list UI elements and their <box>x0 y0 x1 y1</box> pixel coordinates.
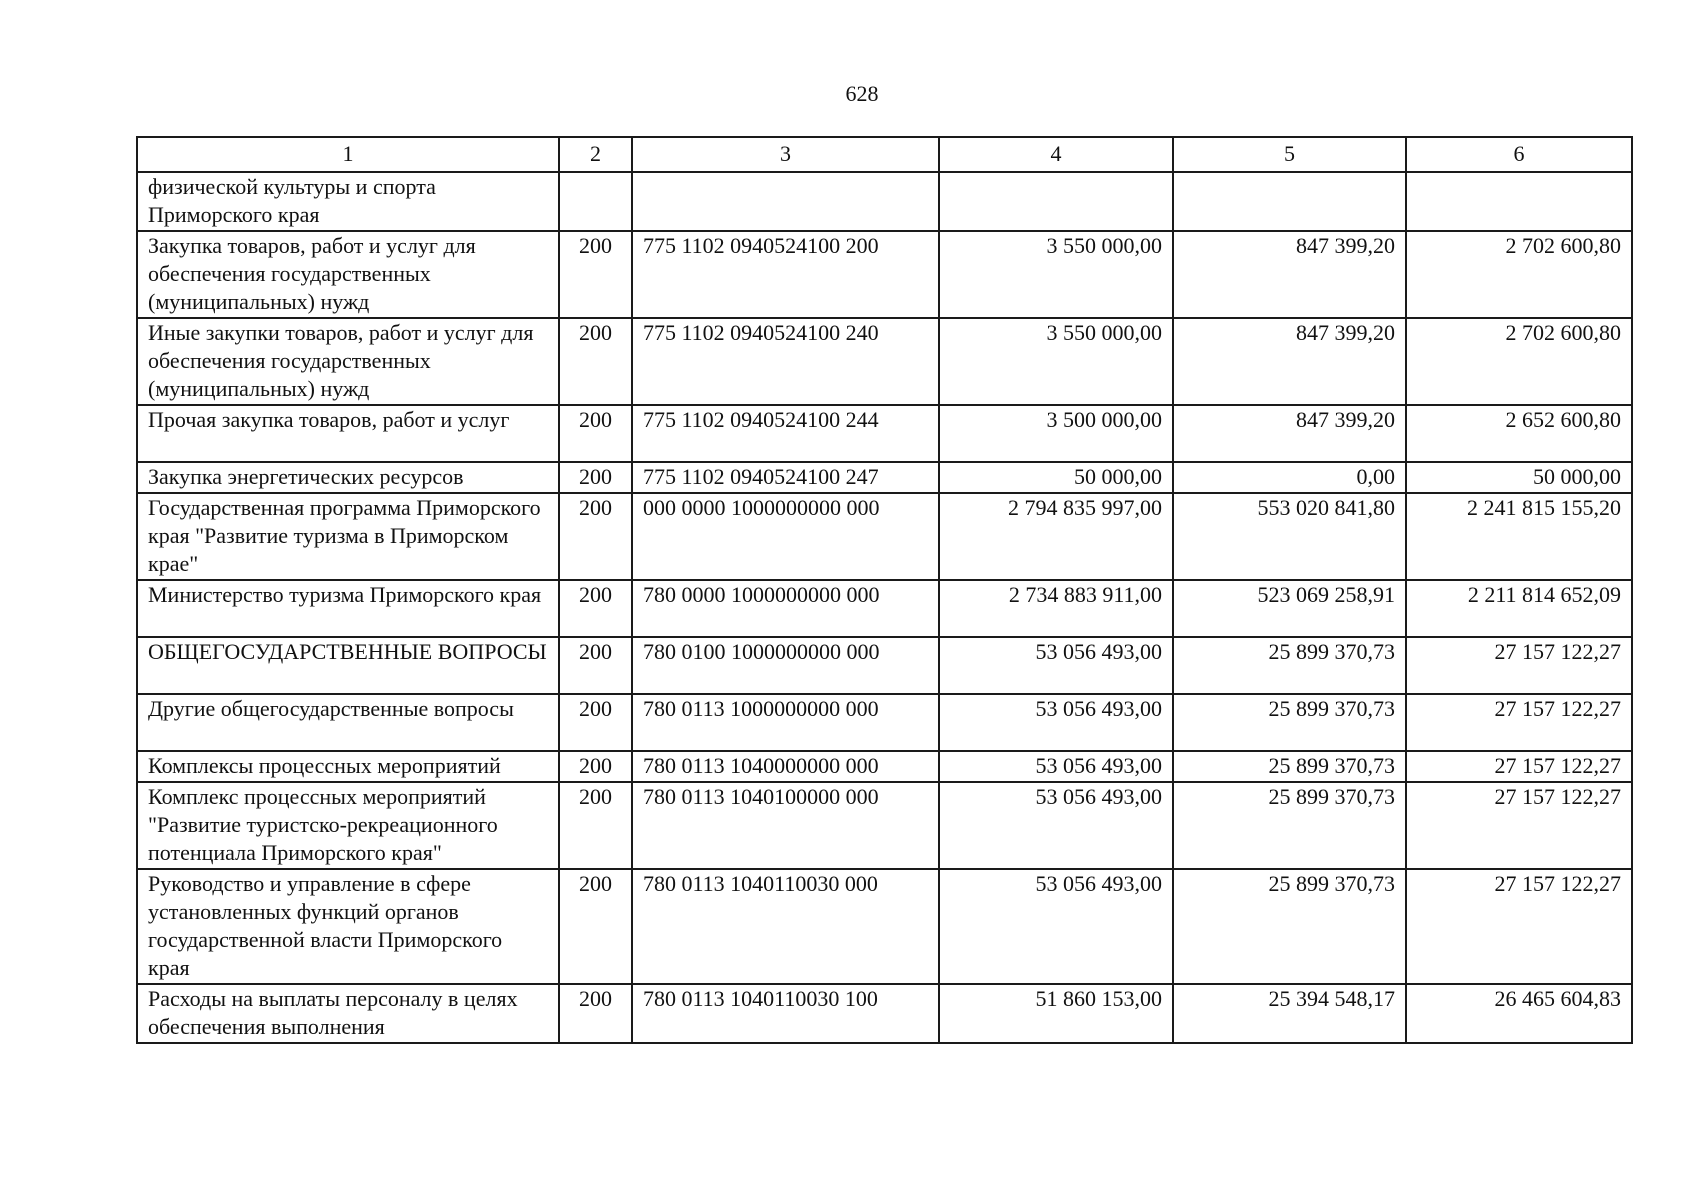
row-approved-amount-cell: 51 860 153,00 <box>939 984 1173 1043</box>
table-row <box>137 751 1632 782</box>
row-classification-code-cell: 780 0113 1040100000 000 <box>632 782 939 869</box>
row-remaining-amount-cell: 27 157 122,27 <box>1406 694 1632 751</box>
column-header: 6 <box>1406 137 1632 172</box>
row-remaining-amount-cell: 2 652 600,80 <box>1406 405 1632 462</box>
table-row <box>137 580 1632 637</box>
page-number: 628 <box>845 81 879 106</box>
row-approved-amount-cell: 3 500 000,00 <box>939 405 1173 462</box>
column-header: 3 <box>632 137 939 172</box>
row-approved-amount-cell: 3 550 000,00 <box>939 318 1173 405</box>
row-classification-code-cell: 780 0113 1040110030 000 <box>632 869 939 984</box>
row-remaining-amount-cell: 2 702 600,80 <box>1406 231 1632 318</box>
row-executed-amount-cell: 523 069 258,91 <box>1173 580 1406 637</box>
column-header: 2 <box>559 137 632 172</box>
row-executed-amount-cell: 553 020 841,80 <box>1173 493 1406 580</box>
row-line-code-cell: 200 <box>559 984 632 1043</box>
row-remaining-amount-cell: 27 157 122,27 <box>1406 869 1632 984</box>
column-number-header-row <box>137 137 1632 172</box>
row-executed-amount-cell: 25 899 370,73 <box>1173 782 1406 869</box>
row-remaining-amount-cell: 2 241 815 155,20 <box>1406 493 1632 580</box>
column-header: 1 <box>137 137 559 172</box>
row-line-code-cell: 200 <box>559 782 632 869</box>
row-remaining-amount-cell <box>1406 172 1632 231</box>
budget-execution-table <box>136 136 1633 1044</box>
row-name-cell: Комплекс процессных мероприятий "Развитие туристско-рекреационного потенциала Приморского края" <box>137 782 559 869</box>
row-name-cell: Иные закупки товаров, работ и услуг для обеспечения государственных (муниципальных) нужд <box>137 318 559 405</box>
row-remaining-amount-cell: 27 157 122,27 <box>1406 637 1632 694</box>
row-name-cell: Закупка товаров, работ и услуг для обеспечения государственных (муниципальных) нужд <box>137 231 559 318</box>
row-name-cell: Прочая закупка товаров, работ и услуг <box>137 405 559 462</box>
row-classification-code-cell: 775 1102 0940524100 244 <box>632 405 939 462</box>
row-line-code-cell: 200 <box>559 231 632 318</box>
row-executed-amount-cell: 25 899 370,73 <box>1173 637 1406 694</box>
row-executed-amount-cell: 847 399,20 <box>1173 231 1406 318</box>
row-line-code-cell: 200 <box>559 462 632 493</box>
row-classification-code-cell: 780 0113 1000000000 000 <box>632 694 939 751</box>
row-classification-code-cell: 775 1102 0940524100 240 <box>632 318 939 405</box>
row-name-cell: Закупка энергетических ресурсов <box>137 462 559 493</box>
row-classification-code-cell: 780 0113 1040000000 000 <box>632 751 939 782</box>
column-header: 4 <box>939 137 1173 172</box>
row-executed-amount-cell: 847 399,20 <box>1173 318 1406 405</box>
row-remaining-amount-cell: 2 702 600,80 <box>1406 318 1632 405</box>
row-line-code-cell: 200 <box>559 580 632 637</box>
table-row <box>137 984 1632 1043</box>
row-executed-amount-cell: 25 394 548,17 <box>1173 984 1406 1043</box>
table-row <box>137 493 1632 580</box>
row-remaining-amount-cell: 27 157 122,27 <box>1406 782 1632 869</box>
row-line-code-cell: 200 <box>559 405 632 462</box>
table-row <box>137 318 1632 405</box>
table-row <box>137 694 1632 751</box>
row-remaining-amount-cell: 26 465 604,83 <box>1406 984 1632 1043</box>
row-executed-amount-cell <box>1173 172 1406 231</box>
table-row <box>137 782 1632 869</box>
row-line-code-cell: 200 <box>559 869 632 984</box>
row-line-code-cell <box>559 172 632 231</box>
row-classification-code-cell: 780 0113 1040110030 100 <box>632 984 939 1043</box>
row-executed-amount-cell: 25 899 370,73 <box>1173 869 1406 984</box>
row-line-code-cell: 200 <box>559 637 632 694</box>
row-name-cell: физической культуры и спорта Приморского края <box>137 172 559 231</box>
row-classification-code-cell: 780 0000 1000000000 000 <box>632 580 939 637</box>
row-approved-amount-cell: 53 056 493,00 <box>939 751 1173 782</box>
row-name-cell: Комплексы процессных мероприятий <box>137 751 559 782</box>
row-line-code-cell: 200 <box>559 751 632 782</box>
row-remaining-amount-cell: 50 000,00 <box>1406 462 1632 493</box>
row-name-cell: Министерство туризма Приморского края <box>137 580 559 637</box>
row-name-cell: Государственная программа Приморского края "Развитие туризма в Приморском крае" <box>137 493 559 580</box>
row-approved-amount-cell: 53 056 493,00 <box>939 637 1173 694</box>
table-row <box>137 462 1632 493</box>
row-classification-code-cell: 000 0000 1000000000 000 <box>632 493 939 580</box>
row-classification-code-cell <box>632 172 939 231</box>
table-row <box>137 405 1632 462</box>
table-row <box>137 637 1632 694</box>
column-header: 5 <box>1173 137 1406 172</box>
row-approved-amount-cell: 53 056 493,00 <box>939 782 1173 869</box>
row-approved-amount-cell: 2 794 835 997,00 <box>939 493 1173 580</box>
row-classification-code-cell: 775 1102 0940524100 247 <box>632 462 939 493</box>
row-executed-amount-cell: 0,00 <box>1173 462 1406 493</box>
row-classification-code-cell: 775 1102 0940524100 200 <box>632 231 939 318</box>
row-approved-amount-cell <box>939 172 1173 231</box>
row-executed-amount-cell: 847 399,20 <box>1173 405 1406 462</box>
row-remaining-amount-cell: 27 157 122,27 <box>1406 751 1632 782</box>
row-name-cell: Расходы на выплаты персоналу в целях обеспечения выполнения <box>137 984 559 1043</box>
row-approved-amount-cell: 2 734 883 911,00 <box>939 580 1173 637</box>
row-approved-amount-cell: 53 056 493,00 <box>939 869 1173 984</box>
row-approved-amount-cell: 53 056 493,00 <box>939 694 1173 751</box>
row-executed-amount-cell: 25 899 370,73 <box>1173 694 1406 751</box>
row-name-cell: Руководство и управление в сфере установленных функций органов государственной власти Приморского края <box>137 869 559 984</box>
row-executed-amount-cell: 25 899 370,73 <box>1173 751 1406 782</box>
row-name-cell: Другие общегосударственные вопросы <box>137 694 559 751</box>
row-line-code-cell: 200 <box>559 493 632 580</box>
row-classification-code-cell: 780 0100 1000000000 000 <box>632 637 939 694</box>
row-line-code-cell: 200 <box>559 318 632 405</box>
row-remaining-amount-cell: 2 211 814 652,09 <box>1406 580 1632 637</box>
table-row <box>137 172 1632 231</box>
row-approved-amount-cell: 3 550 000,00 <box>939 231 1173 318</box>
row-approved-amount-cell: 50 000,00 <box>939 462 1173 493</box>
row-line-code-cell: 200 <box>559 694 632 751</box>
table-row <box>137 869 1632 984</box>
table-row <box>137 231 1632 318</box>
row-name-cell: ОБЩЕГОСУДАРСТВЕННЫЕ ВОПРОСЫ <box>137 637 559 694</box>
